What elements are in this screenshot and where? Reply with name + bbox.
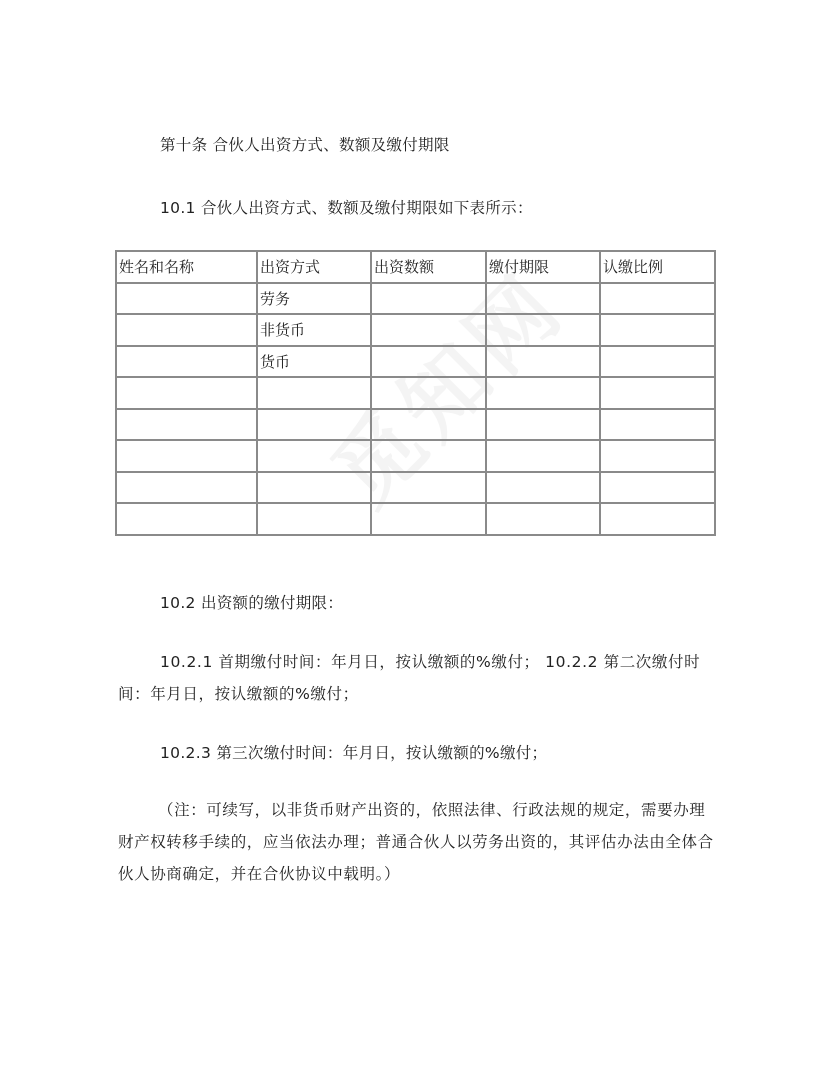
table-cell (116, 472, 257, 504)
table-cell (116, 440, 257, 472)
table-cell (486, 283, 600, 315)
article-intro: 10.1 合伙人出资方式、数额及缴付期限如下表所示： (160, 199, 533, 217)
table-cell (257, 377, 371, 409)
header-cell-deadline: 缴付期限 (486, 251, 600, 283)
table-row (116, 377, 715, 409)
table-cell (371, 440, 486, 472)
table-cell (257, 440, 371, 472)
table-row (116, 346, 715, 378)
section-10-2-1: 10.2.1 首期缴付时间：年月日，按认缴额的%缴付； 10.2.2 第二次缴付时间：年月日，按认缴额的%缴付； (118, 653, 701, 703)
table-cell (257, 472, 371, 504)
table-cell (116, 377, 257, 409)
table-row (116, 409, 715, 441)
table-cell (371, 409, 486, 441)
table-cell (600, 503, 715, 535)
table-cell (600, 377, 715, 409)
table-cell (486, 472, 600, 504)
table-cell (600, 346, 715, 378)
table-cell (116, 346, 257, 378)
table-cell (600, 314, 715, 346)
table-cell (486, 314, 600, 346)
header-cell-ratio: 认缴比例 (600, 251, 715, 283)
table-cell (600, 409, 715, 441)
header-cell-amount: 出资数额 (371, 251, 486, 283)
table-cell (600, 283, 715, 315)
table-cell: 非货币 (257, 314, 371, 346)
table-cell: 货币 (257, 346, 371, 378)
header-cell-name: 姓名和名称 (116, 251, 257, 283)
table-row (116, 472, 715, 504)
section-10-2: 10.2 出资额的缴付期限： (160, 594, 344, 612)
table-cell (116, 314, 257, 346)
table-row (116, 440, 715, 472)
table-header-row (116, 251, 715, 283)
table-cell (116, 503, 257, 535)
table-cell (371, 472, 486, 504)
table-cell (371, 503, 486, 535)
table-row (116, 503, 715, 535)
table-cell (600, 472, 715, 504)
table-cell (486, 409, 600, 441)
table-row (116, 283, 715, 315)
note-paragraph: （注：可续写，以非货币财产出资的，依照法律、行政法规的规定，需要办理财产权转移手续的，应当依法办理；普通合伙人以劳务出资的，其评估办法由全体合伙人协商确定，并在合伙协议中载明。） (118, 801, 714, 883)
section-10-2-3: 10.2.3 第三次缴付时间：年月日，按认缴额的%缴付； (160, 744, 548, 762)
contribution-table (115, 250, 716, 536)
table-cell (371, 314, 486, 346)
table-cell (486, 503, 600, 535)
table-cell (600, 440, 715, 472)
table-cell (371, 346, 486, 378)
table-cell (116, 283, 257, 315)
table-cell (257, 409, 371, 441)
table-cell (257, 503, 371, 535)
table-cell (486, 377, 600, 409)
table-cell (371, 377, 486, 409)
article-heading: 第十条 合伙人出资方式、数额及缴付期限 (160, 136, 450, 154)
table-cell (371, 283, 486, 315)
table-cell: 劳务 (257, 283, 371, 315)
table-row (116, 314, 715, 346)
table-cell (486, 346, 600, 378)
header-cell-method: 出资方式 (257, 251, 371, 283)
table-cell (116, 409, 257, 441)
table-cell (486, 440, 600, 472)
